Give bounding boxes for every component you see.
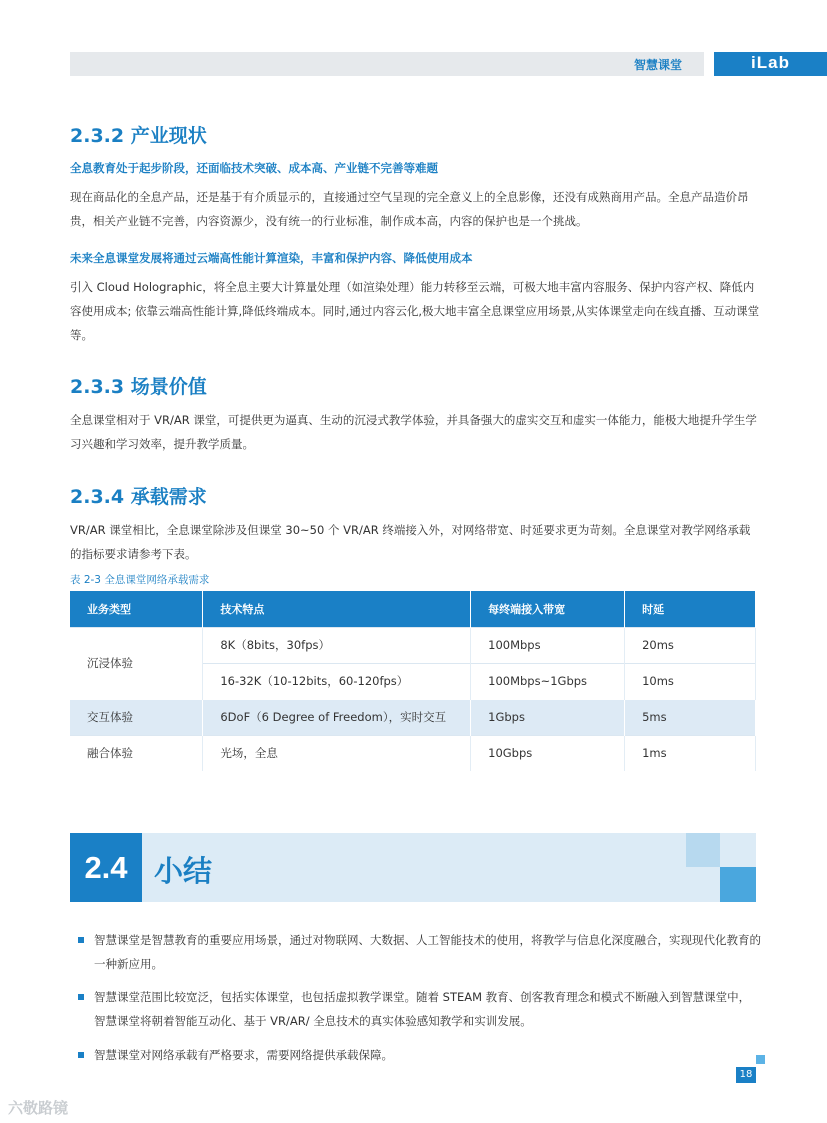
header-cell-latency: 时延 — [625, 591, 756, 627]
paragraph-2-3-4: VR/AR 课堂相比，全息课堂除涉及但课堂 30~50 个 VR/AR 终端接入外，对网络带宽、时延要求更为苛刻。全息课堂对教学网络承载的指标要求请参考下表。 — [70, 523, 751, 561]
brand-text: iLab — [751, 53, 790, 72]
cell-type: 融合体验 — [70, 735, 203, 771]
cell-bandwidth: 100Mbps~1Gbps — [471, 663, 625, 699]
table-row — [70, 699, 756, 735]
decor-square — [720, 833, 756, 867]
cell-feature: 6DoF（6 Degree of Freedom），实时交互 — [203, 699, 471, 735]
table-caption: 表 2-3 全息课堂网络承载需求 — [70, 574, 210, 586]
cell-latency: 1ms — [625, 735, 756, 771]
cell-latency: 10ms — [625, 663, 756, 699]
cell-feature: 8K（8bits，30fps） — [203, 627, 471, 663]
cell-type: 交互体验 — [70, 699, 203, 735]
cell-bandwidth: 100Mbps — [471, 627, 625, 663]
section-title-2-3-2: 2.3.2 产业现状 — [70, 125, 207, 147]
header-bar — [70, 52, 704, 76]
paragraph-2-3-2-b: 引入 Cloud Holographic，将全息主要大计算量处理（如渲染处理）能力转移至云端，可极大地丰富内容服务、保护内容产权、降低内容使用成本; 依靠云端高性能计算,降低终端成本。同时,通过内容云化,极大地丰富全息课堂应用场景,从实体课堂走向在线直播、互动课堂等。 — [70, 280, 760, 342]
cell-latency: 5ms — [625, 699, 756, 735]
watermark: 六敬路镜 — [8, 1099, 69, 1117]
page-number-decor — [756, 1055, 765, 1064]
section-title-2-4: 小结 — [154, 854, 213, 888]
section-title-2-3-4: 2.3.4 承载需求 — [70, 486, 207, 508]
decor-square — [686, 833, 720, 867]
bullet-square-icon — [78, 1052, 84, 1058]
subheading-2: 未来全息课堂发展将通过云端高性能计算渲染，丰富和保护内容、降低使用成本 — [70, 251, 473, 265]
paragraph-2-3-3: 全息课堂相对于 VR/AR 课堂，可提供更为逼真、生动的沉浸式教学体验，并具备强大的虚实交互和虚实一体能力，能极大地提升学生学习兴趣和学习效率，提升教学质量。 — [70, 413, 757, 451]
paragraph-2-3-2-a: 现在商品化的全息产品，还是基于有介质显示的，直接通过空气呈现的完全意义上的全息影像，还没有成熟商用产品。全息产品造价昂贵，相关产业链不完善，内容资源少，没有统一的行业标准，制作成本高，内容的保护也是一个挑战。 — [70, 190, 749, 228]
table-header-row — [70, 591, 756, 627]
decor-square — [720, 867, 756, 902]
requirements-table — [70, 591, 756, 771]
header-cell-bandwidth: 每终端接入带宽 — [471, 591, 625, 627]
summary-bullet — [78, 1043, 761, 1067]
header-cell-feature: 技术特点 — [203, 591, 471, 627]
cell-feature: 光场，全息 — [203, 735, 471, 771]
table-row — [70, 735, 756, 771]
header-label: 智慧课堂 — [633, 58, 682, 72]
summary-bullet — [78, 928, 761, 976]
table-row — [70, 627, 756, 663]
section-banner-2-4 — [70, 833, 756, 902]
cell-bandwidth: 10Gbps — [471, 735, 625, 771]
subheading-1: 全息教育处于起步阶段，还面临技术突破、成本高、产业链不完善等难题 — [70, 161, 438, 175]
cell-bandwidth: 1Gbps — [471, 699, 625, 735]
header-cell-type: 业务类型 — [70, 591, 203, 627]
cell-type: 沉浸体验 — [70, 627, 203, 699]
cell-latency: 20ms — [625, 627, 756, 663]
page-number: 18 — [736, 1067, 756, 1083]
section-title-2-3-3: 2.3.3 场景价值 — [70, 376, 207, 398]
brand-logo — [714, 52, 827, 76]
section-number: 2.4 — [70, 833, 142, 902]
bullet-square-icon — [78, 994, 84, 1000]
bullet-text: 智慧课堂是智慧教育的重要应用场景，通过对物联网、大数据、人工智能技术的使用，将教学与信息化深度融合，实现现代化教育的一种新应用。 — [94, 933, 761, 971]
bullet-text: 智慧课堂对网络承载有严格要求，需要网络提供承载保障。 — [94, 1048, 393, 1062]
bullet-square-icon — [78, 937, 84, 943]
summary-bullet — [78, 985, 761, 1033]
cell-feature: 16-32K（10-12bits，60-120fps） — [203, 663, 471, 699]
bullet-text: 智慧课堂范围比较宽泛，包括实体课堂，也包括虚拟教学课堂。随着 STEAM 教育、创客教育理念和模式不断融入到智慧课堂中，智慧课堂将朝着智能互动化、基于 VR/AR/ 全息技术的真实体验感知教学和实训发展。 — [94, 990, 751, 1028]
